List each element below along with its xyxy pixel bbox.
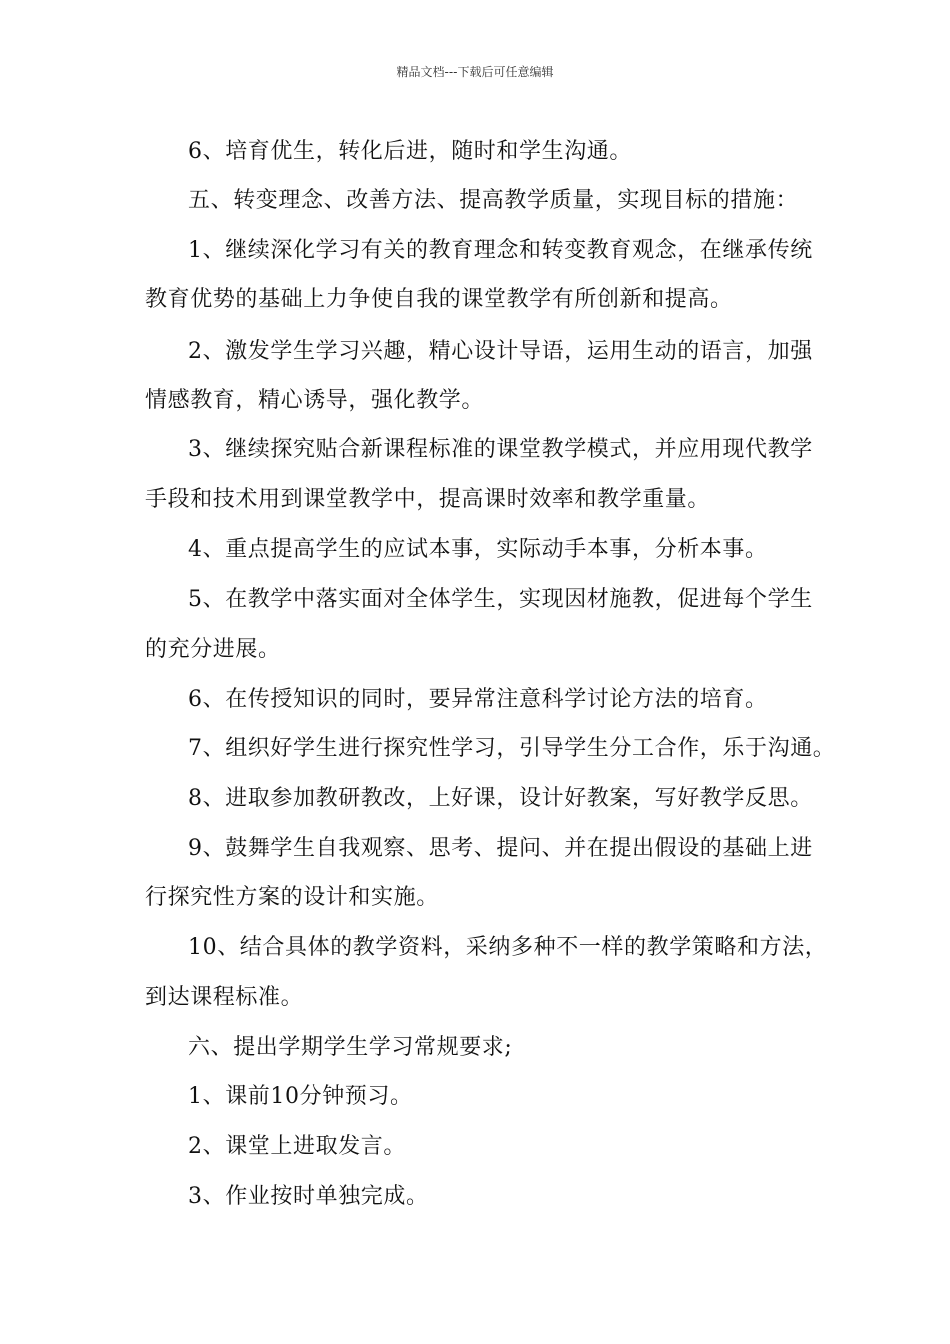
section-heading: 六、提出学期学生学习常规要求;: [188, 1035, 513, 1060]
paragraph-line: 3、继续探究贴合新课程标准的课堂教学模式，并应用现代教学: [188, 437, 813, 462]
paragraph-line: 7、组织好学生进行探究性学习，引导学生分工合作，乐于沟通。: [188, 736, 836, 761]
paragraph-line: 6、培育优生，转化后进，随时和学生沟通。: [188, 139, 632, 164]
page-header: 精品文档---下载后可任意编辑: [396, 65, 554, 79]
paragraph-line: 2、课堂上进取发言。: [188, 1134, 406, 1159]
paragraph-line: 9、鼓舞学生自我观察、思考、提问、并在提出假设的基础上进: [188, 836, 813, 861]
paragraph-line: 6、在传授知识的同时，要异常注意科学讨论方法的培育。: [188, 687, 768, 712]
paragraph-line: 教育优势的基础上力争使自我的课堂教学有所创新和提高。: [145, 287, 733, 312]
paragraph-line: 的充分进展。: [145, 637, 281, 662]
paragraph-line: 5、在教学中落实面对全体学生，实现因材施教，促进每个学生: [188, 587, 813, 612]
paragraph-line: 2、激发学生学习兴趣，精心设计导语，运用生动的语言，加强: [188, 339, 813, 364]
paragraph-line: 3、作业按时单独完成。: [188, 1184, 429, 1209]
paragraph-line: 4、重点提高学生的应试本事，实际动手本事，分析本事。: [188, 537, 768, 562]
paragraph-line: 情感教育，精心诱导，强化教学。: [145, 388, 485, 413]
paragraph-line: 8、进取参加教研教改，上好课，设计好教案，写好教学反思。: [188, 786, 813, 811]
section-heading: 五、转变理念、改善方法、提高教学质量，实现目标的措施：: [188, 188, 799, 213]
paragraph-line: 手段和技术用到课堂教学中，提高课时效率和教学重量。: [145, 487, 711, 512]
paragraph-line: 1、继续深化学习有关的教育理念和转变教育观念，在继承传统: [188, 238, 813, 263]
paragraph-line: 行探究性方案的设计和实施。: [145, 885, 439, 910]
paragraph-line: 1、课前10分钟预习。: [188, 1084, 413, 1109]
paragraph-line: 10、结合具体的教学资料，采纳多种不一样的教学策略和方法，: [188, 935, 828, 960]
paragraph-line: 到达课程标准。: [145, 985, 304, 1010]
